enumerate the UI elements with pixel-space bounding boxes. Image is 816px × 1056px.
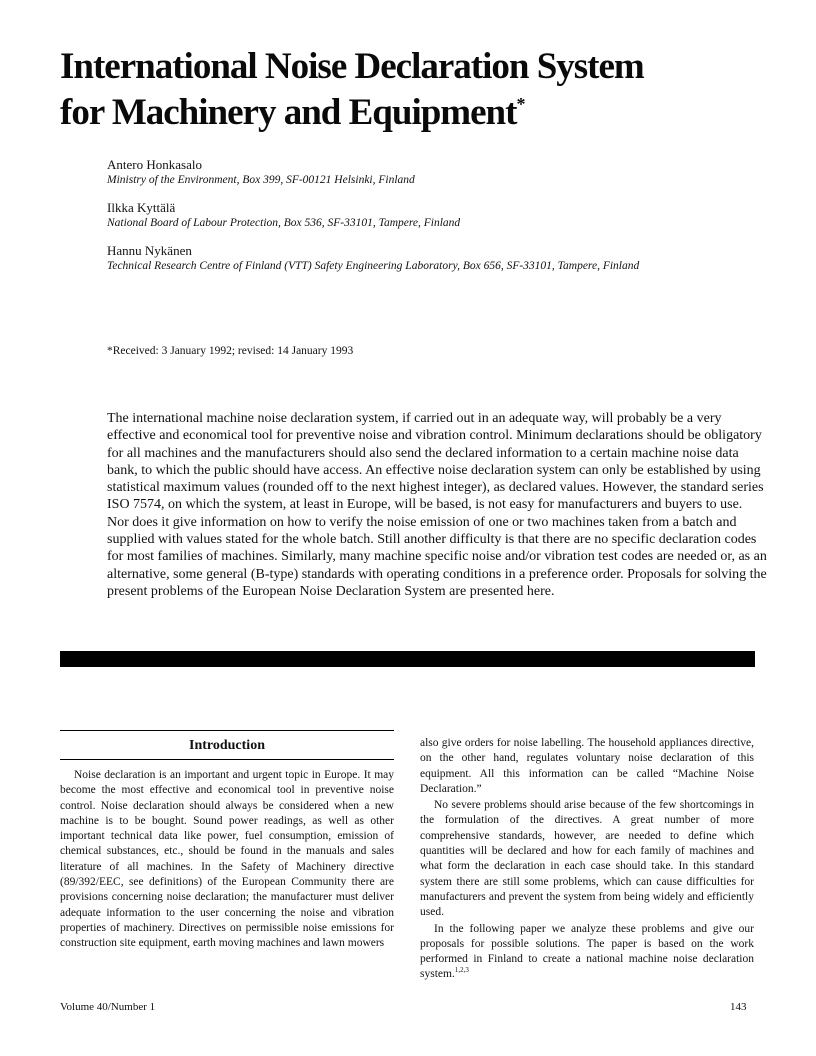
body-paragraph: Noise declaration is an important and urgent topic in Europe. It may become the most effective and economical tool in preventive noise control. Noise declaration should always be considered when a new machine is to be bought. Sound power readings, as well as other important technical data like power, fuel consumption, emission of chemical substances, etc., should be found in the manuals and sales literature of all machines. In the Safety of Machinery directive (89/392/EEC, see definitions) of the European Community there are provisions concerning noise declaration; the manufacturer must deliver adequate information to the user concerning the noise and vibration properties of machinery. Directives on permissible noise emissions for construction site equipment, earth moving machines and lawn mowers	[60, 769, 394, 950]
section-heading-introduction: Introduction	[189, 738, 265, 753]
author-affiliation: Ministry of the Environment, Box 399, SF-00121 Helsinki, Finland	[107, 174, 415, 186]
abstract: The international machine noise declaration system, if carried out in an adequate way, will probably be a very effective and economical tool for preventive noise and vibration control. Minimum declarations should be obligatory for all machines and the manufacturers should also send the declared information to a certain machine noise data bank, to which the public should have access. An effective noise declaration system can only be established by using statistical maximum values (rounded off to the next highest integer), as declared values. However, the standard series ISO 7574, on which the system, at least in Europe, will be based, is not easy for manufacturers and buyers to use. Nor does it give information on how to verify the noise emission of one or two machines taken from a batch and supplied with values stated for the whole batch. Still another difficulty is that there are no specific declaration codes for most families of machines. Similarly, many machine specific noise and/or vibration test codes are needed or, as an alternative, some general (B-type) standards with operating conditions in a preference order. Proposals for solving the present problems of the European Noise Declaration System are presented here.	[107, 411, 767, 599]
author-name: Ilkka Kyttälä	[107, 200, 176, 215]
column-right	[420, 736, 754, 984]
received-date-note: *Received: 3 January 1992; revised: 14 January 1993	[107, 345, 354, 357]
author-entry	[107, 156, 767, 188]
article-title	[60, 44, 780, 136]
heading-rule-bottom	[60, 759, 394, 760]
body-paragraph	[420, 922, 754, 983]
heading-rule-top	[60, 730, 394, 731]
author-name: Antero Honkasalo	[107, 157, 202, 172]
author-entry	[107, 242, 767, 274]
body-paragraph: also give orders for noise labelling. The household appliances directive, on the other hand, regulates voluntary noise declaration of this equipment. All this information can be called “Machine Noise Declaration.”	[420, 737, 754, 795]
column-left	[60, 730, 394, 952]
title-footnote-mark: *	[516, 94, 525, 114]
title-line-2: for Machinery and Equipment	[60, 92, 517, 133]
footer-page-number: 143	[730, 1001, 747, 1013]
body-paragraph-text: In the following paper we analyze these problems and give our proposals for possible solutions. The paper is based on the work performed in Finland to create a national machine noise declaration system.	[420, 922, 754, 981]
author-affiliation: National Board of Labour Protection, Box 536, SF-33101, Tampere, Finland	[107, 217, 461, 229]
author-affiliation: Technical Research Centre of Finland (VTT) Safety Engineering Laboratory, Box 656, SF-33101, Tampere, Finland	[107, 260, 640, 272]
title-line-1: International Noise Declaration System	[60, 46, 644, 87]
section-divider-bar	[60, 651, 755, 667]
body-paragraph: No severe problems should arise because of the few shortcomings in the formulation of the directives. A great number of more comprehensive standards, however, are needed to define which quantities will be declared and how for each family of machines and what form the declaration in each case should take. In this standard system there are still some problems, which can cause difficulties for manufacturers and prevent the system from being widely and efficiently used.	[420, 799, 754, 919]
author-name: Hannu Nykänen	[107, 243, 192, 258]
reference-superscript: 1,2,3	[454, 966, 469, 975]
footer-volume: Volume 40/Number 1	[60, 1001, 156, 1013]
author-entry	[107, 199, 767, 231]
author-list	[107, 156, 767, 285]
